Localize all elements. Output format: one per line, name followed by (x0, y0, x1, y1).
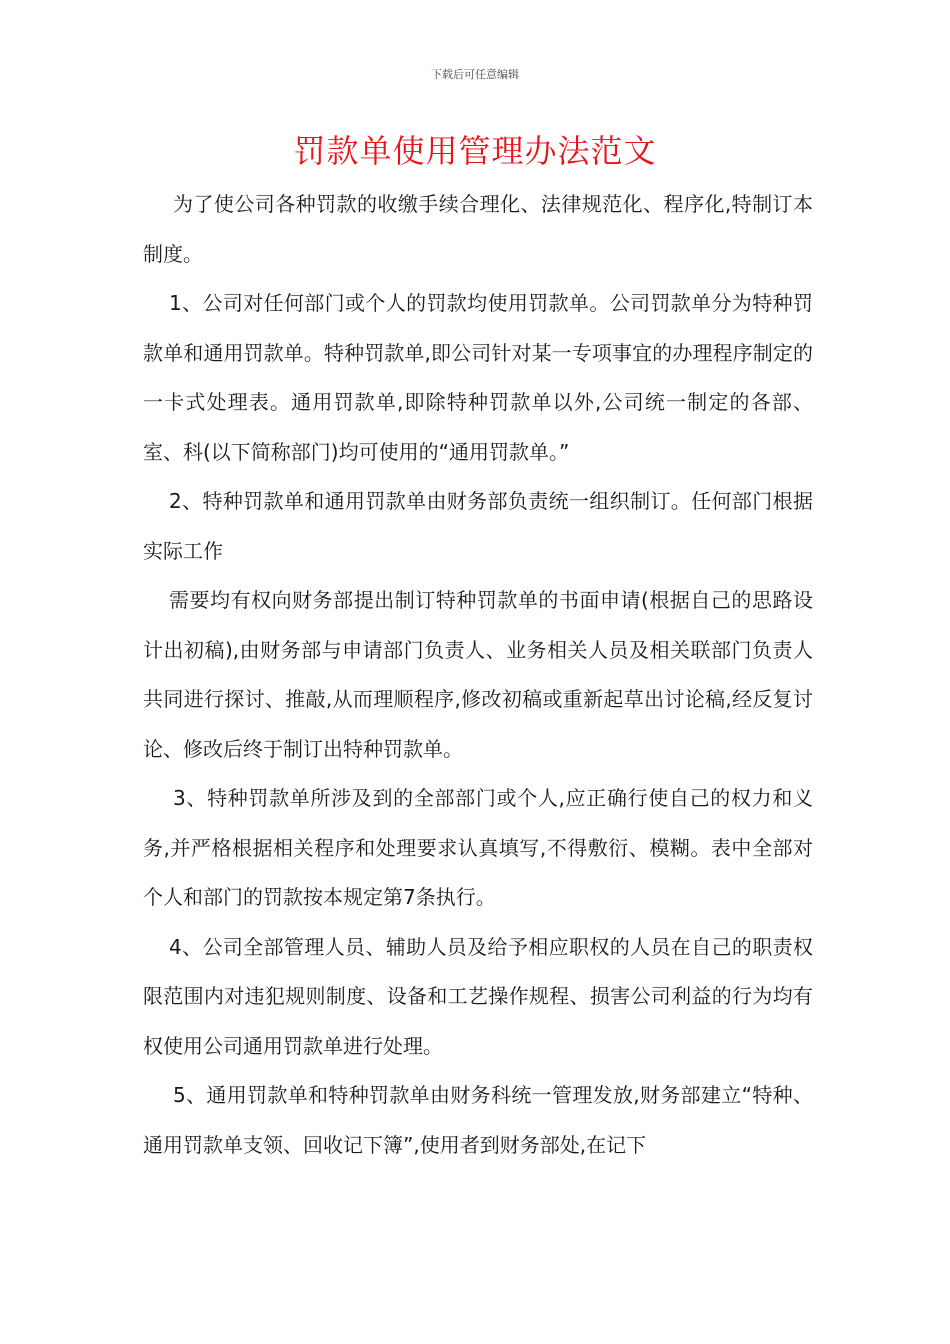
paragraph-1: 1、公司对任何部门或个人的罚款均使用罚款单。公司罚款单分为特种罚款单和通用罚款单。特种罚款单,即公司针对某一专项事宜的办理程序制定的一卡式处理表。通用罚款单,即除特种罚款单以外,公司统一制定的各部、室、科(以下简称部门)均可使用的“通用罚款单。” (143, 291, 813, 464)
paragraph-3: 3、特种罚款单所涉及到的全部部门或个人,应正确行使自己的权力和义务,并严格根据相关程序和处理要求认真填写,不得敷衍、模糊。表中全部对个人和部门的罚款按本规定第7条执行。 (143, 786, 813, 909)
paragraph-4: 4、公司全部管理人员、辅助人员及给予相应职权的人员在自己的职责权限范围内对违犯规则制度、设备和工艺操作规程、损害公司利益的行为均有权使用公司通用罚款单进行处理。 (143, 934, 813, 1058)
paragraph-2-continued: 需要均有权向财务部提出制订特种罚款单的书面申请(根据自己的思路设计出初稿),由财务部与申请部门负责人、业务相关人员及相关联部门负责人共同进行探讨、推敲,从而理顺程序,修改初稿或重新起草出讨论稿,经反复讨论、修改后终于制订出特种罚款单。 (143, 588, 813, 761)
paragraph-5: 5、通用罚款单和特种罚款单由财务科统一管理发放,财务部建立“特种、通用罚款单支领、回收记下簿”,使用者到财务部处,在记下 (143, 1083, 813, 1157)
paragraph-2: 2、特种罚款单和通用罚款单由财务部负责统一组织制订。任何部门根据实际工作 (143, 489, 813, 563)
paragraph-intro: 为了使公司各种罚款的收缴手续合理化、法律规范化、程序化,特制订本制度。 (143, 192, 813, 266)
header-note: 下载后可任意编辑 (431, 68, 519, 81)
document-body (143, 180, 813, 1170)
document-title: 罚款单使用管理办法范文 (293, 132, 657, 170)
